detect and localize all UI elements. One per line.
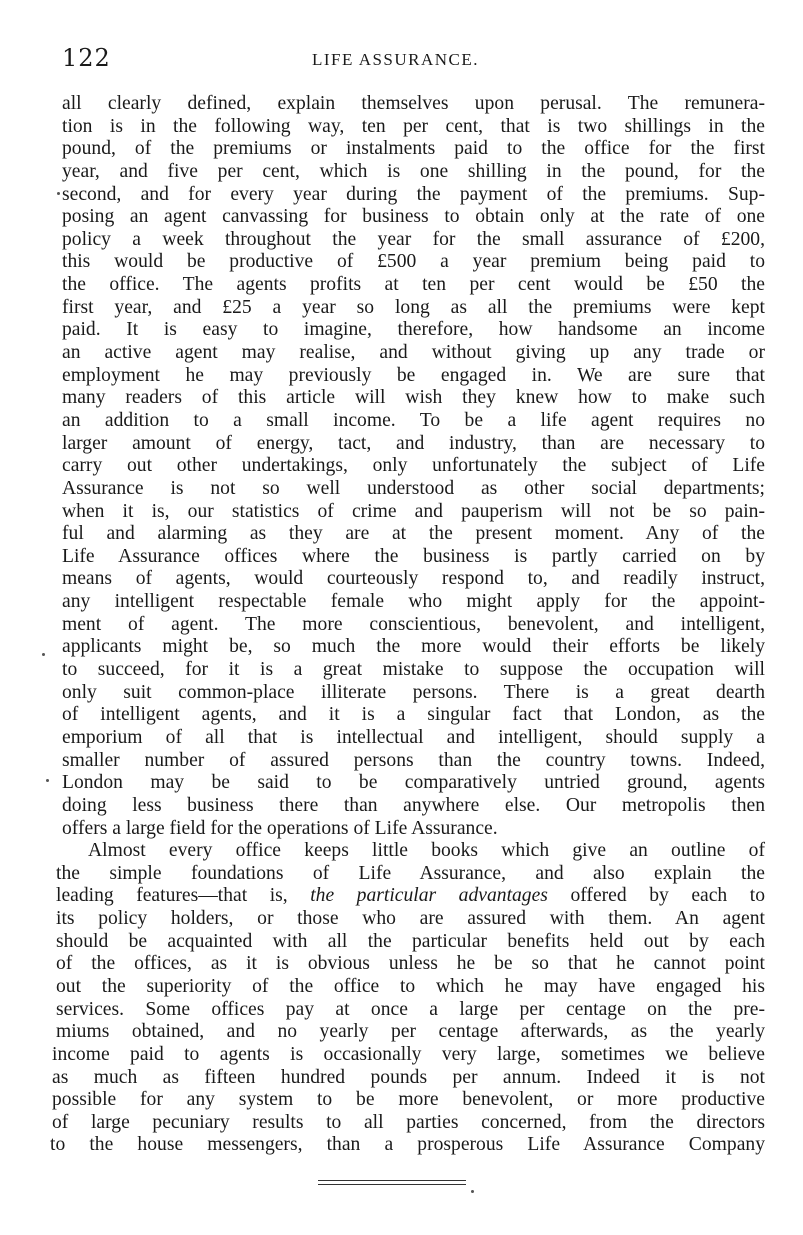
body-text [50, 93, 765, 1157]
text-line: this would be productive of £500 a year premium being paid to [62, 251, 765, 273]
text-line: first year, and £25 a year so long as all the premiums were kept [62, 296, 765, 318]
text-line: offers a large field for the operations of Life Assurance. [62, 817, 498, 839]
ink-speck [42, 653, 45, 656]
text-line: an active agent may realise, and without giving up any trade or [62, 342, 765, 364]
text-line: year, and five per cent, which is one shilling in the pound, for the [62, 160, 765, 182]
text-line: carry out other undertakings, only unfortunately the subject of Life [62, 455, 765, 477]
ink-speck [57, 192, 60, 195]
text-line: Almost every office keeps little books which give an outline of [88, 840, 765, 862]
text-line: smaller number of assured persons than the country towns. Indeed, [62, 749, 765, 771]
text-line: only suit common-place illiterate persons. There is a great dearth [62, 681, 765, 703]
text-line: Life Assurance offices where the business is partly carried on by [62, 545, 765, 567]
text-line: possible for any system to be more benevolent, or more productive [52, 1089, 765, 1111]
text-line: means of agents, would courteously respond to, and readily instruct, [62, 568, 765, 590]
text-line: an addition to a small income. To be a life agent requires no [62, 409, 765, 431]
ink-speck [471, 1190, 474, 1193]
text-line: posing an agent canvassing for business to obtain only at the rate of one [62, 206, 765, 228]
text-line: miums obtained, and no yearly per centage afterwards, as the yearly [56, 1021, 765, 1043]
closing-rule [318, 1184, 466, 1185]
text-line: pound, of the premiums or instalments paid to the office for the first [62, 138, 765, 160]
text-line: all clearly defined, explain themselves upon perusal. The remunera- [62, 93, 765, 114]
text-line: many readers of this article will wish they knew how to make such [62, 387, 765, 409]
text-line: applicants might be, so much the more would their efforts be likely [62, 636, 765, 658]
text-line: doing less business there than anywhere else. Our metropolis then [62, 794, 765, 816]
text-line: ment of agent. The more conscientious, benevolent, and intelligent, [62, 613, 765, 635]
ink-speck [46, 779, 49, 782]
text-line: to the house messengers, than a prosperous Life Assurance Company [50, 1134, 765, 1156]
text-line: should be acquainted with all the particular benefits held out by each [56, 930, 765, 952]
italic-phrase: the particular advantages [310, 885, 548, 907]
text-line: any intelligent respectable female who might apply for the appoint- [62, 591, 765, 613]
text-fragment: offered by each to [570, 885, 765, 907]
text-line: paid. It is easy to imagine, therefore, how handsome an income [62, 319, 765, 341]
text-line: the office. The agents profits at ten per cent would be £50 the [62, 274, 765, 296]
text-line: tion is in the following way, ten per cent, that is two shillings in the [62, 115, 765, 137]
text-line: income paid to agents is occasionally very large, sometimes we believe [52, 1043, 765, 1065]
page-header [62, 44, 762, 74]
text-line: policy a week throughout the year for the small assurance of £200, [62, 228, 765, 250]
text-line: of large pecuniary results to all parties concerned, from the directors [52, 1111, 765, 1133]
closing-rule [318, 1180, 466, 1181]
text-line: when it is, our statistics of crime and pauperism will not be so pain- [62, 500, 765, 522]
text-line: of intelligent agents, and it is a singular fact that London, as the [62, 704, 765, 726]
text-line: services. Some offices pay at once a large per centage on the pre- [56, 998, 765, 1020]
text-line: second, and for every year during the payment of the premiums. Sup- [62, 183, 765, 205]
text-fragment: leading features—that is, [56, 885, 311, 907]
text-line: of the offices, as it is obvious unless he be so that he cannot point [56, 953, 765, 975]
text-line: out the superiority of the office to which he may have engaged his [56, 975, 765, 997]
text-line: larger amount of energy, tact, and industry, than are necessary to [62, 432, 765, 454]
text-line: London may be said to be comparatively untried ground, agents [62, 772, 765, 794]
text-line: its policy holders, or those who are assured with them. An agent [56, 908, 765, 930]
text-line: employment he may previously be engaged in. We are sure that [62, 364, 765, 386]
text-line: Assurance is not so well understood as other social departments; [62, 477, 765, 499]
page-number: 122 [62, 44, 111, 72]
text-line: the simple foundations of Life Assurance, and also explain the [56, 862, 765, 884]
text-line: emporium of all that is intellectual and intelligent, should supply a [62, 726, 765, 748]
text-line: as much as fifteen hundred pounds per annum. Indeed it is not [52, 1066, 765, 1088]
text-line: to succeed, for it is a great mistake to suppose the occupation will [62, 659, 765, 681]
running-title: LIFE ASSURANCE. [312, 50, 480, 69]
text-line [56, 885, 765, 908]
text-line: ful and alarming as they are at the present moment. Any of the [62, 523, 765, 545]
